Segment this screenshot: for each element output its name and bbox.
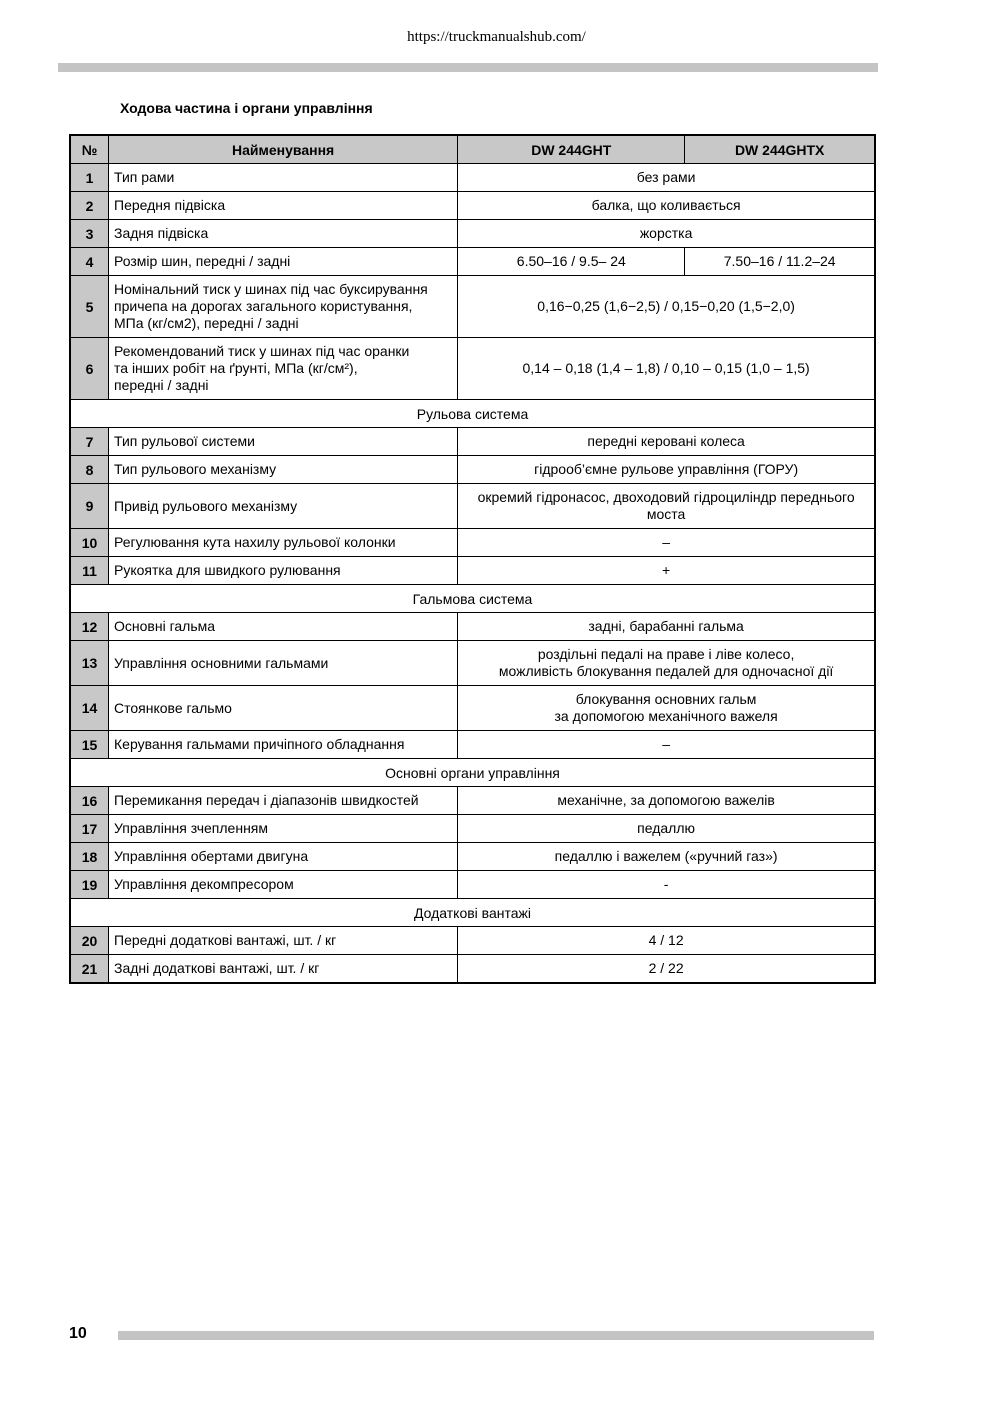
row-name: Передня підвіска	[109, 192, 458, 220]
row-value: 0,14 – 0,18 (1,4 – 1,8) / 0,10 – 0,15 (1,0 – 1,5)	[458, 338, 875, 400]
table-row	[70, 641, 875, 686]
section-heading: Рульова система	[70, 400, 875, 428]
row-name-line: МПа (кг/см2), передні / задні	[114, 315, 299, 331]
row-value: +	[458, 557, 875, 585]
row-num: 19	[70, 871, 109, 899]
row-num: 9	[70, 484, 109, 529]
row-name: Тип рульової системи	[109, 428, 458, 456]
table-row	[70, 529, 875, 557]
row-num: 12	[70, 613, 109, 641]
row-num: 10	[70, 529, 109, 557]
section-title: Ходова частина і органи управління	[120, 100, 373, 116]
row-value-line: за допомогою механічного важеля	[554, 708, 778, 724]
row-value: гідрооб’ємне рульове управління (ГОРУ)	[458, 456, 875, 484]
row-value	[458, 686, 875, 731]
table-row	[70, 276, 875, 338]
table-row	[70, 787, 875, 815]
table-row	[70, 220, 875, 248]
table-row	[70, 484, 875, 529]
top-divider-bar	[58, 63, 878, 72]
row-num: 21	[70, 955, 109, 984]
row-name-line: передні / задні	[114, 377, 209, 393]
row-num: 16	[70, 787, 109, 815]
section-heading: Основні органи управління	[70, 759, 875, 787]
row-num: 1	[70, 164, 109, 192]
header-model-a: DW 244GHT	[458, 135, 685, 164]
row-num: 7	[70, 428, 109, 456]
row-value: без рами	[458, 164, 875, 192]
row-value: 4 / 12	[458, 927, 875, 955]
row-name: Привід рульового механізму	[109, 484, 458, 529]
row-name: Тип рульового механізму	[109, 456, 458, 484]
row-name: Рукоятка для швидкого рулювання	[109, 557, 458, 585]
table-row	[70, 927, 875, 955]
table-row	[70, 613, 875, 641]
row-value: –	[458, 529, 875, 557]
section-heading: Додаткові вантажі	[70, 899, 875, 927]
table-row	[70, 871, 875, 899]
row-name: Управління декомпресором	[109, 871, 458, 899]
table-row	[70, 815, 875, 843]
row-value: педаллю і важелем («ручний газ»)	[458, 843, 875, 871]
row-name: Стоянкове гальмо	[109, 686, 458, 731]
table-row	[70, 557, 875, 585]
row-value: жорстка	[458, 220, 875, 248]
row-value: задні, барабанні гальма	[458, 613, 875, 641]
page-url	[0, 29, 993, 46]
row-name: Керування гальмами причіпного обладнання	[109, 731, 458, 759]
row-num: 14	[70, 686, 109, 731]
section-row	[70, 899, 875, 927]
row-num: 5	[70, 276, 109, 338]
row-value: –	[458, 731, 875, 759]
row-name: Розмір шин, передні / задні	[109, 248, 458, 276]
table-row	[70, 843, 875, 871]
row-name-line: та інших робіт на ґрунті, МПа (кг/см²),	[114, 360, 358, 376]
row-value	[458, 641, 875, 686]
row-num: 18	[70, 843, 109, 871]
section-row	[70, 400, 875, 428]
row-value: механічне, за допомогою важелів	[458, 787, 875, 815]
row-num: 4	[70, 248, 109, 276]
row-num: 2	[70, 192, 109, 220]
row-num: 3	[70, 220, 109, 248]
row-name-line: Номінальний тиск у шинах під час буксирування	[114, 281, 428, 297]
row-value-line: можливість блокування педалей для одночасної дії	[498, 663, 834, 679]
row-num: 8	[70, 456, 109, 484]
row-value: 0,16−0,25 (1,6−2,5) / 0,15−0,20 (1,5−2,0)	[458, 276, 875, 338]
row-name: Задні додаткові вантажі, шт. / кг	[109, 955, 458, 984]
row-name: Регулювання кута нахилу рульової колонки	[109, 529, 458, 557]
row-value: -	[458, 871, 875, 899]
section-heading: Гальмова система	[70, 585, 875, 613]
section-row	[70, 585, 875, 613]
table-row	[70, 456, 875, 484]
table-row	[70, 338, 875, 400]
row-value-line: роздільні педалі на праве і ліве колесо,	[537, 646, 795, 662]
row-num: 6	[70, 338, 109, 400]
bottom-divider-bar	[118, 1331, 874, 1340]
table-row	[70, 248, 875, 276]
row-num: 15	[70, 731, 109, 759]
row-name: Перемикання передач і діапазонів швидкостей	[109, 787, 458, 815]
row-name-line: причепа на дорогах загального користування,	[114, 298, 413, 314]
header-name: Найменування	[109, 135, 458, 164]
row-num: 17	[70, 815, 109, 843]
header-model-b: DW 244GHTX	[685, 135, 875, 164]
row-value-model-a: 6.50–16 / 9.5– 24	[458, 248, 685, 276]
row-name: Основні гальма	[109, 613, 458, 641]
row-name-line: Рекомендований тиск у шинах під час оранки	[114, 343, 410, 359]
header-num: №	[70, 135, 109, 164]
row-name: Тип рами	[109, 164, 458, 192]
row-value: 2 / 22	[458, 955, 875, 984]
table-row	[70, 164, 875, 192]
page-number: 10	[69, 1325, 87, 1342]
row-value-line: блокування основних гальм	[575, 691, 757, 707]
table-row	[70, 428, 875, 456]
row-value: передні керовані колеса	[458, 428, 875, 456]
table-row	[70, 686, 875, 731]
row-value: педаллю	[458, 815, 875, 843]
row-value-line: моста	[646, 506, 686, 522]
row-value-model-b: 7.50–16 / 11.2–24	[685, 248, 875, 276]
row-name	[109, 338, 458, 400]
table-header-row	[70, 135, 875, 164]
row-num: 13	[70, 641, 109, 686]
row-value-line: окремий гідронасос, двоходовий гідроциліндр переднього	[477, 489, 855, 505]
spec-table	[69, 134, 876, 984]
row-name: Управління зчепленням	[109, 815, 458, 843]
table-row	[70, 955, 875, 984]
row-name: Задня підвіска	[109, 220, 458, 248]
row-name: Передні додаткові вантажі, шт. / кг	[109, 927, 458, 955]
row-num: 20	[70, 927, 109, 955]
row-name: Управління основними гальмами	[109, 641, 458, 686]
row-value	[458, 484, 875, 529]
table-row	[70, 192, 875, 220]
row-value: балка, що коливається	[458, 192, 875, 220]
url-link[interactable]: https://truckmanualshub.com/	[407, 29, 586, 45]
row-num: 11	[70, 557, 109, 585]
row-name	[109, 276, 458, 338]
row-name: Управління обертами двигуна	[109, 843, 458, 871]
table-row	[70, 731, 875, 759]
section-row	[70, 759, 875, 787]
